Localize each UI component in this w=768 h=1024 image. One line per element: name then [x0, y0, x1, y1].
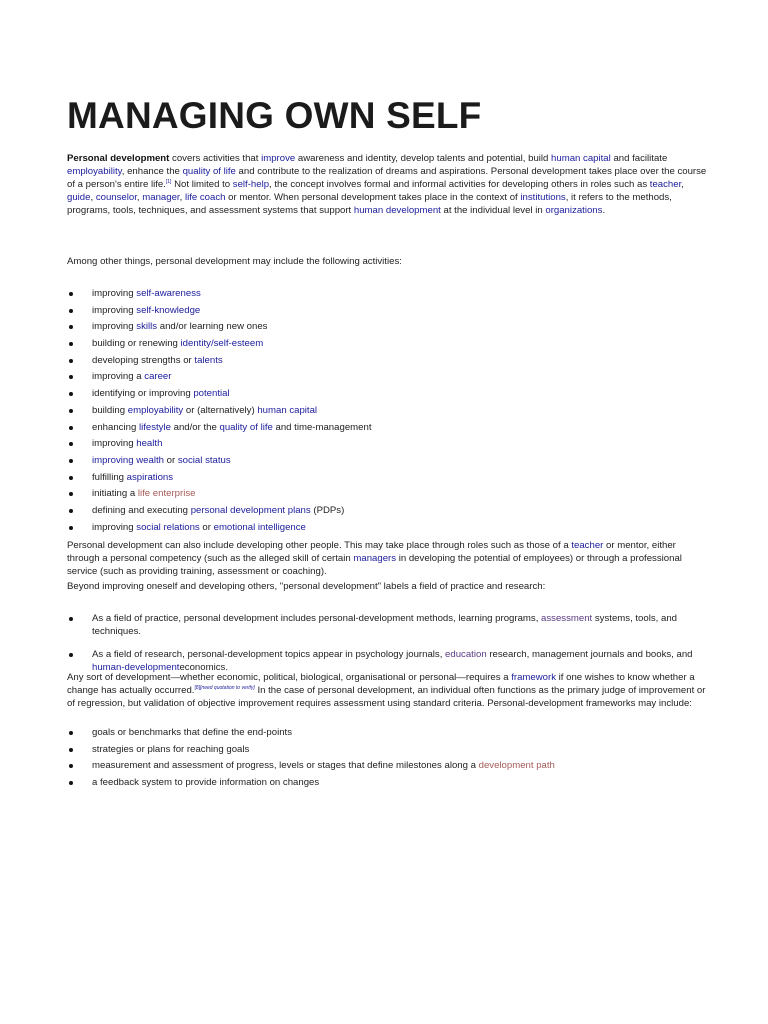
list-item [67, 338, 707, 355]
term-bold: Personal development [67, 153, 170, 164]
list-item [67, 422, 707, 439]
link-teacher[interactable]: teacher [571, 540, 604, 551]
link-employability[interactable]: employability [67, 165, 122, 177]
anysort-paragraph [67, 672, 707, 711]
bullet-icon [69, 325, 73, 329]
among-paragraph: Among other things, personal development may include the following activities: [67, 256, 402, 267]
bullet-icon [69, 492, 73, 496]
item-link[interactable]: personal development plans [190, 504, 311, 516]
item-link[interactable]: improving wealth [92, 454, 164, 466]
link-organizations[interactable]: organizations [545, 204, 603, 216]
link-life-coach[interactable]: life coach [184, 191, 226, 203]
item-link[interactable]: identity/self-esteem [180, 338, 264, 350]
link-teacher[interactable]: teacher [649, 178, 682, 190]
link-quality-of-life[interactable]: quality of life [182, 165, 236, 177]
item-link[interactable]: potential [193, 388, 230, 400]
text: , [136, 191, 143, 203]
bullet-icon [69, 781, 73, 785]
text: , [179, 191, 185, 203]
bullet-icon [69, 292, 73, 296]
bullet-icon [69, 617, 73, 621]
list-item [67, 522, 707, 539]
list-item [67, 405, 707, 422]
bullet-icon [69, 309, 73, 313]
text: , [681, 178, 684, 190]
others-paragraph [67, 540, 707, 579]
item-link[interactable]: social relations [136, 521, 200, 533]
text: , the concept involves formal and informal activities for developing others in roles such as [269, 178, 650, 190]
item-text: economics. [179, 661, 228, 673]
list-item [67, 288, 707, 305]
text: Not limited to [171, 178, 233, 190]
text: In the case of personal development, an individual often functions as the primary judge of improvement or of regression, but validation of objective improvement requires assessment using standard criteria. Personal-development frameworks may include: [67, 684, 706, 709]
item-link[interactable]: lifestyle [138, 421, 171, 433]
frameworks-list [67, 727, 707, 794]
link-framework[interactable]: framework [511, 672, 556, 683]
item-text: improving [92, 321, 137, 333]
bullet-icon [69, 342, 73, 346]
item-text: improving a [92, 371, 145, 383]
item-text: or [199, 521, 214, 533]
bullet-icon [69, 653, 73, 657]
item-text: As a field of practice, personal development includes personal-development methods, learning programs, [92, 613, 542, 624]
item-text: initiating a [92, 488, 138, 500]
list-item [67, 760, 707, 777]
text: Any sort of development—whether economic, political, biological, organisational or personal—requires a [67, 672, 512, 683]
item-link[interactable]: career [144, 371, 172, 383]
list-item [67, 649, 707, 675]
text: and facilitate [610, 153, 668, 164]
intro-paragraph [67, 153, 707, 218]
text: . [602, 204, 606, 216]
list-item [67, 371, 707, 388]
bullet-icon [69, 731, 73, 735]
item-link[interactable]: self-awareness [136, 288, 201, 299]
item-link[interactable]: life enterprise [137, 488, 196, 500]
bullet-icon [69, 476, 73, 480]
link-human-development[interactable]: human development [353, 204, 441, 216]
item-text: improving [92, 304, 137, 316]
item-link[interactable]: skills [136, 321, 158, 333]
list-item [67, 472, 707, 489]
text: in developing the potential of employees) or through a professional service (such as providing training, assessment or coaching). [67, 552, 682, 577]
bullet-icon [69, 409, 73, 413]
item-text: or (alternatively) [183, 404, 258, 416]
item-text: a feedback system to provide information on changes [92, 777, 320, 789]
item-text: and/or the [170, 421, 220, 433]
text: if one wishes to know whether a change has actually occurred. [67, 672, 695, 696]
item-link[interactable]: employability [127, 404, 184, 416]
item-link[interactable]: aspirations [126, 471, 174, 483]
text: or mentor, either through a personal competency (such as the alleged skill of certain [67, 540, 676, 564]
list-item [67, 777, 707, 794]
item-link[interactable]: emotional intelligence [213, 521, 306, 533]
item-text: building [92, 404, 128, 416]
bullet-icon [69, 442, 73, 446]
item-link[interactable]: human capital [257, 404, 318, 416]
text: , [90, 191, 96, 203]
beyond-paragraph: Beyond improving oneself and developing others, "personal development" labels a field of practice and research: [67, 581, 546, 592]
bullet-icon [69, 764, 73, 768]
item-text: identifying or improving [92, 388, 194, 400]
list-item [67, 305, 707, 322]
item-text: developing strengths or [92, 354, 195, 366]
item-text: or [164, 454, 178, 466]
bullet-icon [69, 375, 73, 379]
text: , it refers to the methods, programs, tools, techniques, and assessment systems that support [67, 191, 672, 216]
list-item [67, 505, 707, 522]
list-item [67, 727, 707, 744]
citation-note[interactable]: [need quotation to verify] [200, 684, 255, 691]
text: Personal development can also include developing other people. This may take place through roles such as those of a [67, 540, 572, 551]
list-item [67, 613, 707, 639]
activities-list [67, 288, 707, 538]
bullet-icon [69, 509, 73, 513]
item-text: As a field of research, personal-development topics appear in psychology journals, [92, 648, 446, 660]
item-text: improving [92, 438, 137, 450]
text: at the individual level in [440, 204, 546, 216]
item-text: and time-management [272, 421, 372, 433]
item-link[interactable]: human-development [92, 661, 180, 673]
item-text: research, management journals and books, and [486, 648, 693, 660]
list-item [67, 321, 707, 338]
text: awareness and identity, develop talents and potential, build [295, 153, 552, 164]
item-text: building or renewing [92, 338, 181, 350]
item-text: strategies or plans for reaching goals [92, 743, 250, 755]
item-link[interactable]: assessment [541, 613, 593, 624]
link-institutions[interactable]: institutions [520, 191, 566, 203]
item-text: systems, tools, and techniques. [92, 613, 677, 637]
item-link[interactable]: health [136, 438, 163, 450]
item-text: improving [92, 521, 137, 533]
text: covers activities that [169, 153, 262, 164]
bullet-icon [69, 459, 73, 463]
item-text: (PDPs) [310, 504, 345, 516]
item-link[interactable]: social status [177, 454, 231, 466]
item-text: fulfilling [92, 471, 127, 483]
item-link[interactable]: education [445, 648, 487, 660]
bullet-icon [69, 526, 73, 530]
citation-8[interactable]: [8] [194, 684, 201, 691]
item-text: measurement and assessment of progress, levels or stages that define milestones along a [92, 760, 479, 772]
citation-1[interactable]: [1] [165, 178, 172, 185]
link-self-help[interactable]: self-help [232, 178, 270, 190]
link-human-capital[interactable]: human capital [551, 153, 611, 164]
item-text: goals or benchmarks that define the end-points [92, 727, 292, 738]
page-title: MANAGING OWN SELF [67, 95, 482, 136]
list-item [67, 355, 707, 372]
list-item [67, 744, 707, 761]
item-link[interactable]: quality of life [219, 421, 273, 433]
text: and contribute to the realization of dreams and aspirations. Personal development takes place over the course of a person's entire life. [67, 165, 707, 190]
item-text: defining and executing [92, 504, 191, 516]
link-manager[interactable]: manager [142, 191, 180, 203]
item-link[interactable]: development path [478, 760, 555, 772]
link-guide[interactable]: guide [67, 191, 91, 203]
list-item [67, 438, 707, 455]
bullet-icon [69, 392, 73, 396]
link-managers[interactable]: managers [353, 552, 397, 564]
bullet-icon [69, 748, 73, 752]
item-link[interactable]: self-knowledge [136, 304, 201, 316]
item-link[interactable]: talents [194, 354, 223, 366]
link-counselor[interactable]: counselor [95, 191, 137, 203]
list-item [67, 488, 707, 505]
bullet-icon [69, 359, 73, 363]
item-text: improving [92, 288, 137, 299]
link-improve[interactable]: improve [261, 153, 296, 164]
bullet-icon [69, 426, 73, 430]
item-text: enhancing [92, 421, 139, 433]
text: , enhance the [121, 165, 183, 177]
list-item [67, 388, 707, 405]
item-text: and/or learning new ones [157, 321, 268, 333]
text: or mentor. When personal development takes place in the context of [225, 191, 521, 203]
list-item [67, 455, 707, 472]
